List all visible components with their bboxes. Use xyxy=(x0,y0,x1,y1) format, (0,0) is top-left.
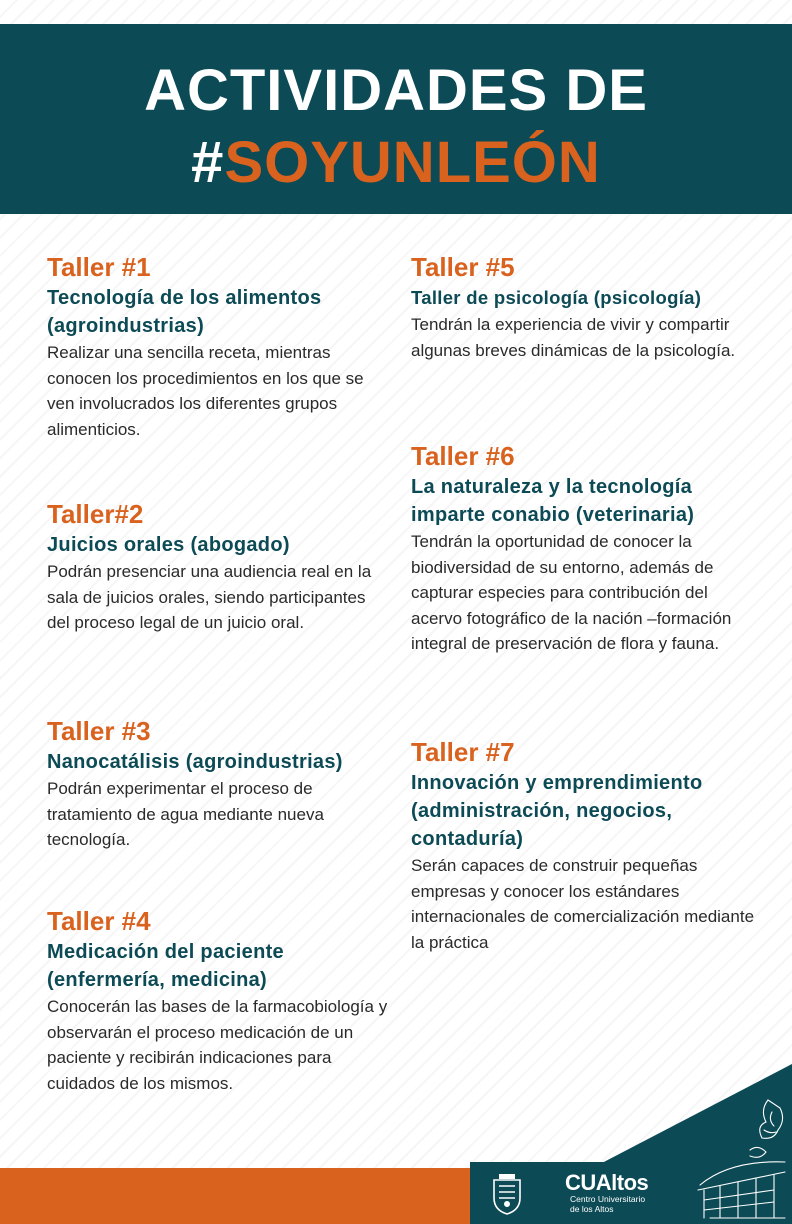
taller-description: Realizar una sencilla receta, mientras conocen los procedimientos en los que se ven involucrados los diferentes grupos alimenticios. xyxy=(47,343,364,439)
taller-label: Taller #5 xyxy=(411,252,515,282)
taller-description: Serán capaces de construir pequeñas empresas y conocer los estándares internacionales de comercialización mediante la práctica xyxy=(411,856,755,952)
taller-4 xyxy=(47,906,392,1096)
taller-label: Taller #3 xyxy=(47,716,151,746)
taller-subtitle: Medicación del paciente (enfermería, medicina) xyxy=(47,941,284,991)
taller-description: Conocerán las bases de la farmacobiología y observarán el proceso medicación de un paciente y recibirán indicaciones para cuidados de los mismos. xyxy=(47,997,388,1093)
taller-7 xyxy=(411,737,756,955)
taller-label: Taller #4 xyxy=(47,906,151,936)
taller-label: Taller #1 xyxy=(47,252,151,282)
taller-2 xyxy=(47,499,392,636)
page-title-line2 xyxy=(0,130,792,195)
taller-subtitle: Tecnología de los alimentos (agroindustrias) xyxy=(47,287,322,337)
taller-label: Taller #7 xyxy=(411,737,515,767)
taller-subtitle: Juicios orales (abogado) xyxy=(47,534,290,556)
taller-label: Taller #6 xyxy=(411,441,515,471)
taller-subtitle: La naturaleza y la tecnología imparte conabio (veterinaria) xyxy=(411,476,695,526)
taller-description: Tendrán la experiencia de vivir y compartir algunas breves dinámicas de la psicología. xyxy=(411,315,736,360)
taller-3 xyxy=(47,716,392,853)
taller-description: Podrán experimentar el proceso de tratamiento de agua mediante nueva tecnología. xyxy=(47,779,324,849)
taller-description: Tendrán la oportunidad de conocer la biodiversidad de su entorno, además de capturar especies para contribución del acervo fotográfico de la nación –formación integral de preservación de flora y fauna. xyxy=(411,532,732,653)
taller-label: Taller#2 xyxy=(47,499,144,529)
title-hashtag: SOYUNLEÓN xyxy=(224,130,601,195)
taller-5 xyxy=(411,252,756,363)
title-hash: # xyxy=(191,130,225,195)
taller-6 xyxy=(411,441,756,657)
page-title-line1: ACTIVIDADES DE xyxy=(144,58,648,123)
taller-subtitle: Innovación y emprendimiento (administración, negocios, contaduría) xyxy=(411,772,703,850)
building-sketch-icon xyxy=(690,1090,790,1220)
taller-description: Podrán presenciar una audiencia real en la sala de juicios orales, siendo participantes del proceso legal de un juicio oral. xyxy=(47,562,372,632)
brand-subtitle-line1: Centro Universitario xyxy=(570,1194,646,1204)
header-banner xyxy=(0,24,792,214)
taller-1 xyxy=(47,252,392,442)
taller-subtitle: Taller de psicología (psicología) xyxy=(411,287,702,308)
taller-subtitle: Nanocatálisis (agroindustrias) xyxy=(47,751,343,773)
brand-logo: CUAltos xyxy=(565,1170,649,1195)
udg-seal-icon xyxy=(490,1172,524,1216)
brand-subtitle xyxy=(570,1194,670,1214)
brand-subtitle-line2: de los Altos xyxy=(570,1204,614,1214)
